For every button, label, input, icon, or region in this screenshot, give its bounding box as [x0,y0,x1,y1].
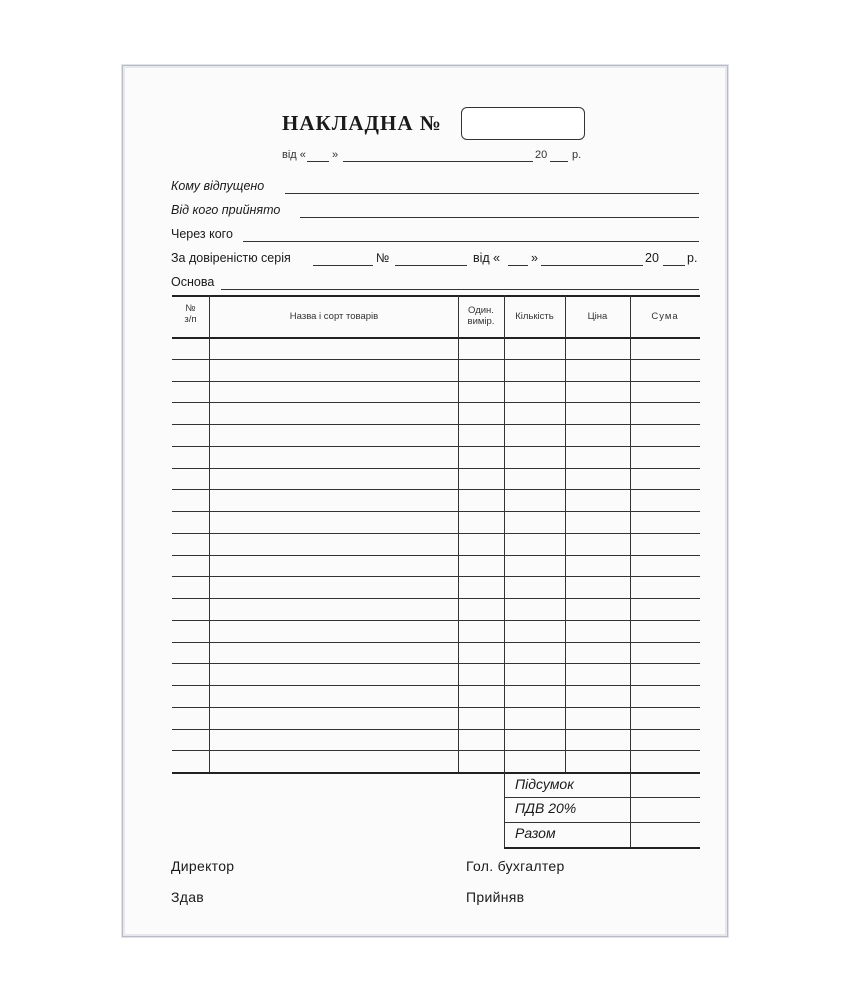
dovirenist-number-line[interactable] [395,265,467,266]
table-row[interactable] [172,424,700,425]
osnova-label: Основа [171,275,215,289]
invoice-sheet [122,65,728,937]
table-row[interactable] [172,598,700,599]
table-row[interactable] [172,381,700,382]
cherez-kogo-line[interactable] [243,241,699,242]
dovirenist-month-line[interactable] [541,265,643,266]
komu-line[interactable] [285,193,699,194]
th-unit-line2: вимір. [467,316,495,327]
table-bottom-border [172,772,700,774]
dovirenist-no: № [376,251,390,265]
date-quote-close: » [332,149,339,161]
table-column-divider [209,295,210,772]
dovirenist-r: р. [687,251,698,265]
vid-kogo-label: Від кого прийнято [171,203,281,217]
table-row[interactable] [172,642,700,643]
table-row[interactable] [172,468,700,469]
table-header-bottom [172,337,700,339]
table-row[interactable] [172,620,700,621]
date-day-line[interactable] [307,161,329,162]
table-row[interactable] [172,402,700,403]
totals-row-line [504,797,700,798]
director-label: Директор [171,858,235,874]
totals-row-line [504,822,700,823]
table-column-divider [565,295,566,772]
th-name: Назва і сорт товарів [289,311,379,322]
table-column-divider [504,295,505,772]
th-price: Ціна [587,311,608,322]
table-row[interactable] [172,750,700,751]
table-row[interactable] [172,533,700,534]
date-year-suffix: р. [572,149,582,161]
th-num [172,303,209,325]
chief-accountant-label: Гол. бухгалтер [466,858,565,874]
table-row[interactable] [172,446,700,447]
date-month-line[interactable] [343,161,533,162]
table-column-divider [630,295,631,772]
vid-kogo-line[interactable] [300,217,699,218]
cherez-kogo-label: Через кого [171,227,233,241]
table-column-divider [458,295,459,772]
vat-label: ПДВ 20% [515,800,577,816]
table-row[interactable] [172,359,700,360]
table-row[interactable] [172,511,700,512]
table-row[interactable] [172,729,700,730]
dovirenist-vid: від « [473,251,501,265]
dovirenist-year: 20 [645,251,659,265]
table-row[interactable] [172,489,700,490]
subtotal-label: Підсумок [515,776,574,792]
table-row[interactable] [172,663,700,664]
date-prefix: від « [282,149,306,161]
table-row[interactable] [172,707,700,708]
form-title: НАКЛАДНА № [282,111,442,135]
table-row[interactable] [172,555,700,556]
invoice-number-field[interactable] [461,107,585,140]
th-sum: Сума [651,311,679,322]
totals-value-divider [630,772,631,847]
table-top-border [172,295,700,297]
dovirenist-close: » [531,251,538,265]
date-year-line[interactable] [550,161,568,162]
osnova-line[interactable] [221,289,699,290]
totals-left-border [504,772,505,847]
date-year-prefix: 20 [535,149,548,161]
th-unit-line1: Один. [468,305,494,316]
total-label: Разом [515,825,556,841]
totals-bottom-border [504,847,700,849]
dovirenist-year-line[interactable] [663,265,685,266]
th-num-line1: № [185,303,196,314]
handed-over-label: Здав [171,889,205,905]
dovirenist-series-line[interactable] [313,265,373,266]
th-num-line2: з/п [184,314,197,325]
th-unit [458,305,504,327]
dovirenist-label: За довіреністю серія [171,251,291,265]
table-row[interactable] [172,576,700,577]
dovirenist-day-line[interactable] [508,265,528,266]
received-label: Прийняв [466,889,525,905]
komu-label: Кому відпущено [171,179,265,193]
th-qty: Кількість [515,311,554,322]
table-row[interactable] [172,685,700,686]
